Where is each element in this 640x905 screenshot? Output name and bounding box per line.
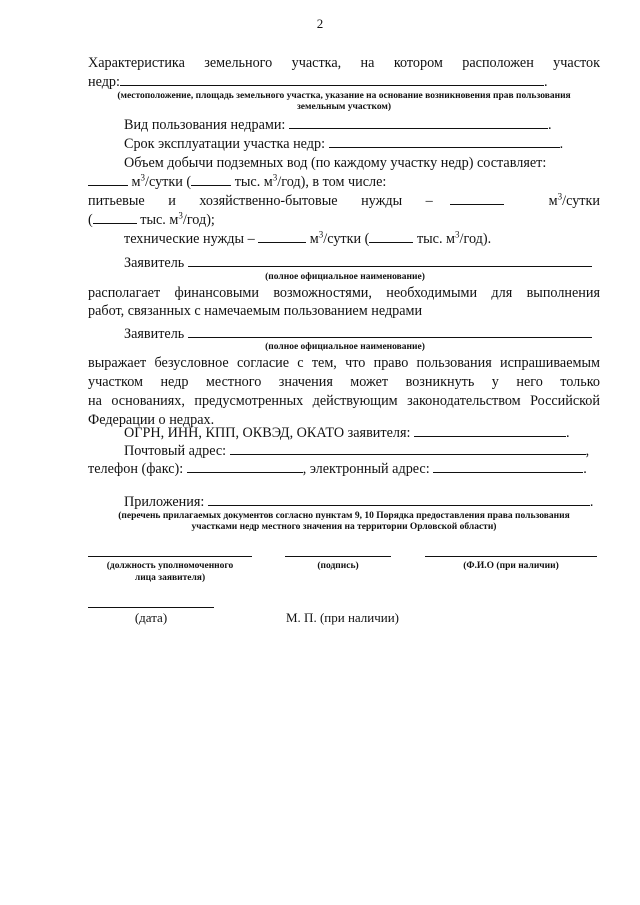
- applicant1-line: [124, 254, 636, 272]
- position-caption2: лица заявителя): [134, 573, 206, 583]
- technical-label: технические нужды –: [124, 231, 255, 247]
- applicant1-name-field[interactable]: [188, 254, 592, 267]
- usage-type-end: .: [547, 117, 552, 133]
- email-field[interactable]: [433, 460, 583, 473]
- contacts-end: .: [583, 461, 587, 477]
- ids-line: [124, 424, 636, 442]
- signature-caption: (подпись): [317, 561, 359, 571]
- thous-text: тыс. м: [416, 231, 456, 247]
- applicant1-text2: работ, связанных с намечаемым пользованием недрами: [88, 303, 423, 319]
- land-char-caption1: (местоположение, площадь земельного участка, указание на основание возникновения прав пользования: [117, 91, 571, 101]
- applicant2-label: Заявитель: [124, 326, 185, 342]
- volume-drinking-line: [88, 192, 600, 210]
- fio-caption: (Ф.И.О (при наличии): [463, 561, 559, 571]
- technical-day-field[interactable]: [258, 230, 306, 243]
- phone-field[interactable]: [187, 460, 303, 473]
- land-char-line1: Характеристика земельного участка, на котором расположен участок: [88, 55, 600, 71]
- usage-type-field[interactable]: [289, 116, 548, 129]
- technical-year-field[interactable]: [369, 230, 413, 243]
- unit-m: м: [548, 193, 558, 209]
- drinking-label: питьевые и хозяйственно-бытовые нужды –: [88, 193, 433, 209]
- exploitation-line: [124, 135, 636, 153]
- applicant2-text2: участком недр местного значения может возникнуть у него только: [88, 374, 600, 390]
- attachments-label: Приложения:: [124, 494, 205, 510]
- exploitation-end: .: [559, 136, 564, 152]
- drinking-year-field[interactable]: [93, 211, 137, 224]
- volume-technical-line: [124, 230, 636, 248]
- applicant2-line: [124, 325, 636, 343]
- sup-3: 3: [455, 229, 460, 240]
- position-rule[interactable]: [88, 556, 252, 557]
- fio-rule[interactable]: [425, 556, 597, 557]
- page-number: 2: [316, 16, 324, 31]
- postal-end: ,: [585, 443, 590, 459]
- per-year-end: /год);: [182, 212, 215, 228]
- postal-field[interactable]: [230, 442, 586, 455]
- per-day-text2: /сутки: [562, 193, 600, 209]
- ids-end: .: [565, 425, 570, 441]
- applicant2-caption: (полное официальное наименование): [265, 342, 425, 352]
- applicant1-text1: располагает финансовыми возможностями, необходимыми для выполнения: [88, 285, 600, 301]
- per-day-text: /сутки (: [145, 174, 192, 190]
- applicant2-text4: Федерации о недрах.: [88, 412, 215, 428]
- email-label: , электронный адрес:: [302, 461, 430, 477]
- volume-line2: [88, 173, 600, 191]
- volume-year-field[interactable]: [191, 173, 231, 186]
- per-day-paren: /сутки (: [323, 231, 370, 247]
- thous-text: тыс. м: [234, 174, 273, 190]
- sup-3: 3: [318, 229, 324, 240]
- land-char-line2: [88, 73, 600, 91]
- postal-line: [124, 442, 636, 460]
- drinking-day-field[interactable]: [450, 192, 504, 205]
- contacts-line: [88, 460, 600, 478]
- ids-field[interactable]: [414, 424, 566, 437]
- land-char-label: недр:: [88, 74, 120, 90]
- stamp-caption: М. П. (при наличии): [286, 610, 400, 625]
- position-caption1: (должность уполномоченного: [106, 561, 234, 571]
- applicant2-text1: выражает безусловное согласие с тем, что право пользования испрашиваемым: [88, 355, 600, 371]
- thous-text: тыс. м: [140, 212, 179, 228]
- applicant1-label: Заявитель: [124, 255, 185, 271]
- usage-type-line: [124, 116, 636, 134]
- volume-line1: Объем добычи подземных вод (по каждому участку недр) составляет:: [124, 155, 547, 171]
- sup-3: 3: [272, 172, 278, 183]
- land-char-caption2: земельным участком): [296, 102, 392, 112]
- attachments-end: .: [589, 494, 594, 510]
- applicant1-caption: (полное официальное наименование): [265, 272, 425, 282]
- phone-label: телефон (факс):: [88, 461, 184, 477]
- unit-m: м: [131, 174, 141, 190]
- unit-m: м: [309, 231, 319, 247]
- usage-type-label: Вид пользования недрами:: [124, 117, 286, 133]
- exploitation-label: Срок эксплуатации участка недр:: [124, 136, 326, 152]
- applicant2-text3: на основаниях, предусмотренных действующим законодательством Российской: [88, 393, 600, 409]
- sup-3: 3: [178, 210, 183, 221]
- sup-3: 3: [140, 172, 146, 183]
- attachments-caption2: участками недр местного значения на территории Орловской области): [191, 522, 497, 532]
- signature-rule[interactable]: [285, 556, 391, 557]
- sup-3: 3: [557, 191, 563, 202]
- volume-day-field[interactable]: [88, 173, 128, 186]
- land-char-end: .: [543, 74, 548, 90]
- exploitation-field[interactable]: [329, 135, 560, 148]
- date-caption: (дата): [134, 610, 168, 625]
- attachments-field[interactable]: [208, 493, 590, 506]
- per-year-text: /год), в том числе:: [277, 174, 387, 190]
- land-char-field[interactable]: [120, 73, 544, 86]
- attachments-line: [124, 493, 636, 511]
- ids-label: ОГРН, ИНН, КПП, ОКВЭД, ОКАТО заявителя:: [124, 425, 411, 441]
- applicant2-name-field[interactable]: [188, 325, 592, 338]
- per-year-close: /год).: [459, 231, 492, 247]
- postal-label: Почтовый адрес:: [124, 443, 227, 459]
- date-rule[interactable]: [88, 607, 214, 608]
- attachments-caption1: (перечень прилагаемых документов согласно пунктам 9, 10 Порядка предоставления права пользования: [118, 511, 570, 521]
- volume-drinking-year-line: ( тыс. $м^3/год$);: [88, 210, 215, 228]
